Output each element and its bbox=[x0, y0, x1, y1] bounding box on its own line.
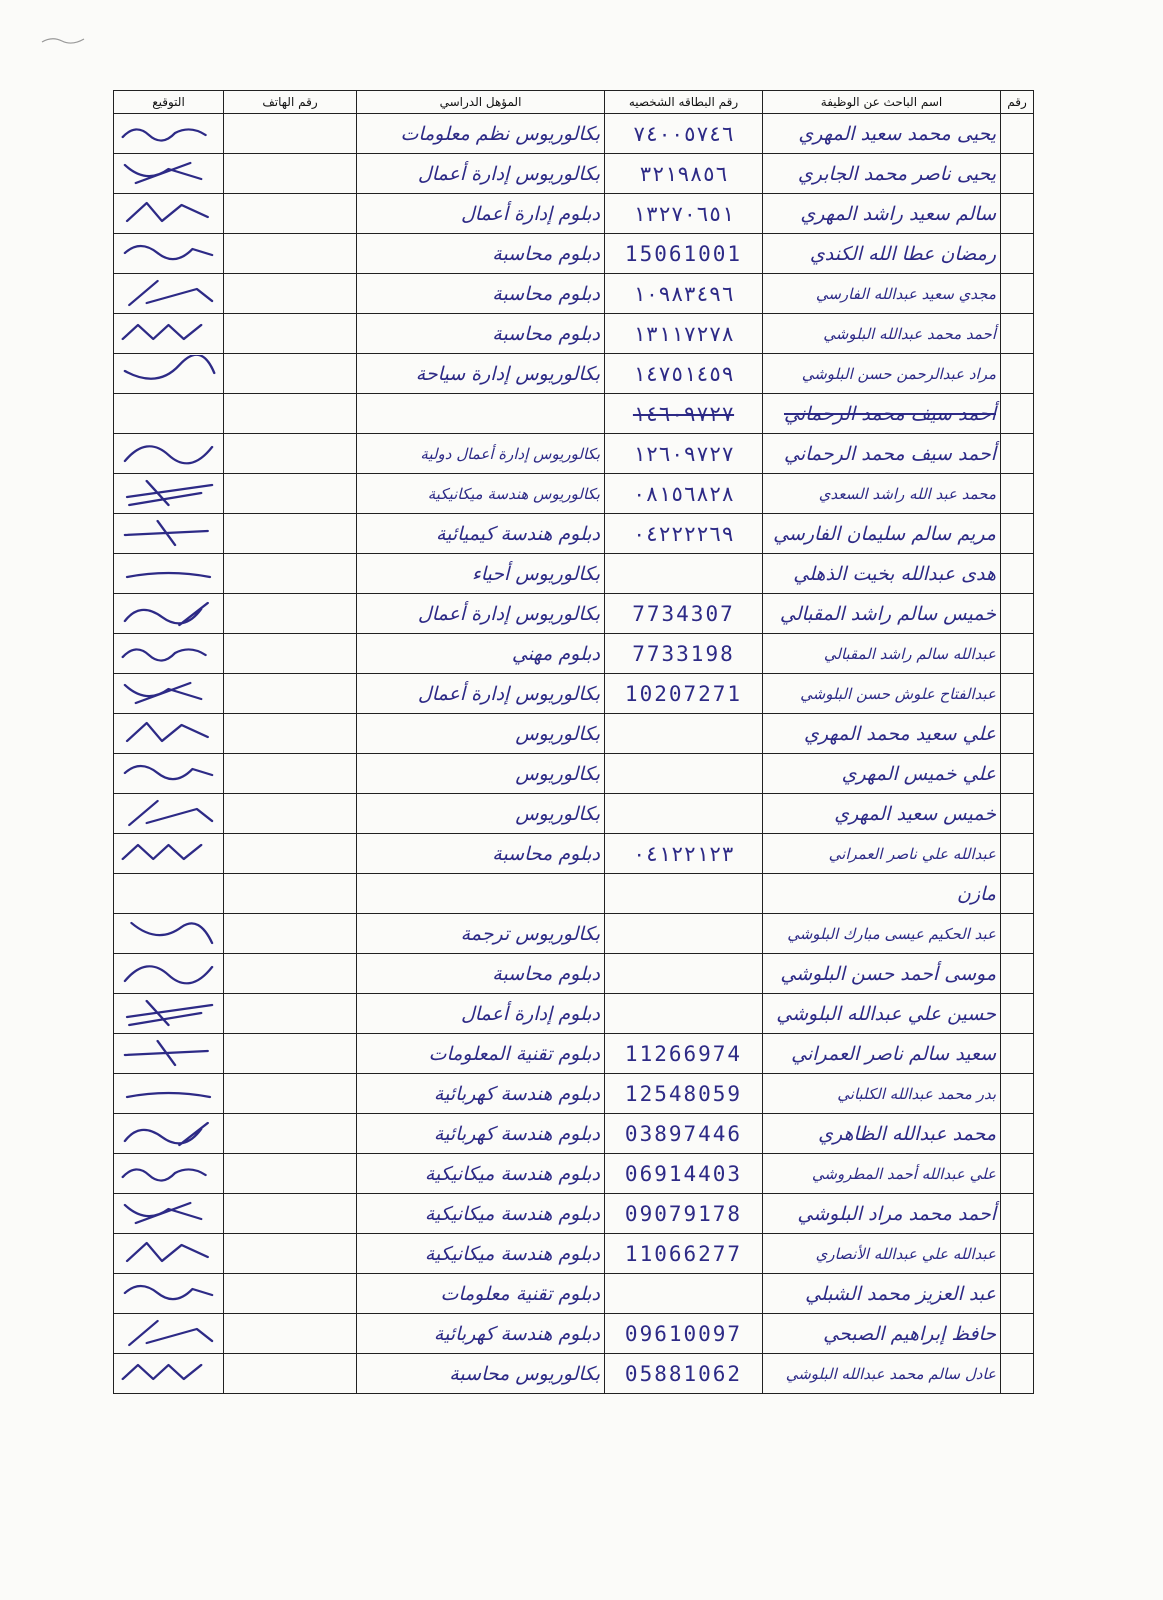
signature-cell bbox=[114, 1314, 224, 1354]
row-number-cell bbox=[1001, 1194, 1034, 1234]
id-card-cell: ٠٤٢٢٢٢٦٩ bbox=[605, 514, 763, 554]
phone-cell bbox=[224, 594, 357, 634]
signature-cell bbox=[114, 354, 224, 394]
row-number-cell bbox=[1001, 394, 1034, 434]
table-row bbox=[114, 554, 1034, 594]
signature-cell bbox=[114, 1114, 224, 1154]
signature-cell bbox=[114, 434, 224, 474]
handwritten-signature bbox=[114, 1035, 223, 1072]
applicant-name-cell: عبدالله علي عبدالله الأنصاري bbox=[763, 1234, 1001, 1274]
handwritten-signature bbox=[114, 795, 223, 832]
id-card-cell: 05881062 bbox=[605, 1354, 763, 1394]
applicant-name-cell: رمضان عطا الله الكندي bbox=[763, 234, 1001, 274]
table-row bbox=[114, 1314, 1034, 1354]
applicant-name-cell: يحيى محمد سعيد المهري bbox=[763, 114, 1001, 154]
signature-cell bbox=[114, 594, 224, 634]
id-card-cell: 03897446 bbox=[605, 1114, 763, 1154]
qualification-cell: دبلوم مهني bbox=[357, 634, 605, 674]
id-card-cell: 06914403 bbox=[605, 1154, 763, 1194]
qualification-cell: دبلوم هندسة ميكانيكية bbox=[357, 1154, 605, 1194]
signature-cell bbox=[114, 114, 224, 154]
qualification-cell: بكالوريوس نظم معلومات bbox=[357, 114, 605, 154]
qualification-cell: دبلوم هندسة كهربائية bbox=[357, 1114, 605, 1154]
qualification-cell: بكالوريوس bbox=[357, 714, 605, 754]
phone-cell bbox=[224, 354, 357, 394]
table-row bbox=[114, 474, 1034, 514]
applicant-name-cell: علي عبدالله أحمد المطروشي bbox=[763, 1154, 1001, 1194]
signature-cell bbox=[114, 674, 224, 714]
signature-cell bbox=[114, 794, 224, 834]
applicant-name-cell: خميس سالم راشد المقبالي bbox=[763, 594, 1001, 634]
id-card-cell: ١٣٢٧٠٦٥١ bbox=[605, 194, 763, 234]
handwritten-signature bbox=[114, 475, 223, 512]
qualification-cell: دبلوم تقنية المعلومات bbox=[357, 1034, 605, 1074]
signature-cell bbox=[114, 394, 224, 434]
signature-cell bbox=[114, 1194, 224, 1234]
applicant-name-cell: سالم سعيد راشد المهري bbox=[763, 194, 1001, 234]
header-phone: رقم الهاتف bbox=[224, 91, 357, 114]
phone-cell bbox=[224, 634, 357, 674]
signature-cell bbox=[114, 994, 224, 1034]
signature-cell bbox=[114, 1034, 224, 1074]
id-card-cell: ٠٤١٢٢١٢٣ bbox=[605, 834, 763, 874]
handwritten-signature bbox=[114, 1115, 223, 1152]
table-row bbox=[114, 154, 1034, 194]
id-card-cell: 09079178 bbox=[605, 1194, 763, 1234]
signature-cell bbox=[114, 194, 224, 234]
phone-cell bbox=[224, 1034, 357, 1074]
qualification-cell: دبلوم محاسبة bbox=[357, 834, 605, 874]
phone-cell bbox=[224, 874, 357, 914]
qualification-cell: بكالوريوس هندسة ميكانيكية bbox=[357, 474, 605, 514]
phone-cell bbox=[224, 834, 357, 874]
id-card-cell bbox=[605, 754, 763, 794]
signature-cell bbox=[114, 714, 224, 754]
row-number-cell bbox=[1001, 754, 1034, 794]
header-row-no: رقم bbox=[1001, 91, 1034, 114]
phone-cell bbox=[224, 1274, 357, 1314]
qualification-cell: دبلوم محاسبة bbox=[357, 274, 605, 314]
table-row bbox=[114, 114, 1034, 154]
phone-cell bbox=[224, 954, 357, 994]
signature-cell bbox=[114, 154, 224, 194]
table-row bbox=[114, 1274, 1034, 1314]
table-row bbox=[114, 754, 1034, 794]
row-number-cell bbox=[1001, 114, 1034, 154]
phone-cell bbox=[224, 1314, 357, 1354]
qualification-cell: دبلوم إدارة أعمال bbox=[357, 194, 605, 234]
qualification-cell: بكالوريوس إدارة أعمال دولية bbox=[357, 434, 605, 474]
table-row bbox=[114, 954, 1034, 994]
table-row bbox=[114, 1234, 1034, 1274]
qualification-cell: دبلوم إدارة أعمال bbox=[357, 994, 605, 1034]
qualification-cell: بكالوريوس إدارة أعمال bbox=[357, 674, 605, 714]
qualification-cell: دبلوم محاسبة bbox=[357, 234, 605, 274]
handwritten-signature bbox=[114, 995, 223, 1032]
table-row bbox=[114, 1034, 1034, 1074]
table-row bbox=[114, 1114, 1034, 1154]
handwritten-signature bbox=[114, 355, 223, 392]
applicant-name-cell: عبدالله علي ناصر العمراني bbox=[763, 834, 1001, 874]
qualification-cell: بكالوريوس bbox=[357, 754, 605, 794]
row-number-cell bbox=[1001, 514, 1034, 554]
table-row bbox=[114, 234, 1034, 274]
applicant-name-cell: أحمد محمد مراد البلوشي bbox=[763, 1194, 1001, 1234]
table-row bbox=[114, 314, 1034, 354]
id-card-cell bbox=[605, 554, 763, 594]
row-number-cell bbox=[1001, 1274, 1034, 1314]
id-card-cell: 7734307 bbox=[605, 594, 763, 634]
qualification-cell: بكالوريوس bbox=[357, 794, 605, 834]
handwritten-signature bbox=[114, 595, 223, 632]
phone-cell bbox=[224, 514, 357, 554]
signature-cell bbox=[114, 1274, 224, 1314]
header-signature: التوقيع bbox=[114, 91, 224, 114]
row-number-cell bbox=[1001, 874, 1034, 914]
signature-cell bbox=[114, 754, 224, 794]
handwritten-signature bbox=[114, 155, 223, 192]
handwritten-signature bbox=[114, 275, 223, 312]
row-number-cell bbox=[1001, 994, 1034, 1034]
phone-cell bbox=[224, 1114, 357, 1154]
row-number-cell bbox=[1001, 1114, 1034, 1154]
signature-cell bbox=[114, 514, 224, 554]
table-row bbox=[114, 434, 1034, 474]
applicant-name-cell: حسين علي عبدالله البلوشي bbox=[763, 994, 1001, 1034]
signature-cell bbox=[114, 914, 224, 954]
row-number-cell bbox=[1001, 1154, 1034, 1194]
qualification-cell bbox=[357, 874, 605, 914]
phone-cell bbox=[224, 674, 357, 714]
row-number-cell bbox=[1001, 554, 1034, 594]
id-card-cell: 7733198 bbox=[605, 634, 763, 674]
qualification-cell: دبلوم هندسة كهربائية bbox=[357, 1074, 605, 1114]
id-card-cell: ١٣١١٧٢٧٨ bbox=[605, 314, 763, 354]
phone-cell bbox=[224, 474, 357, 514]
handwritten-signature bbox=[114, 195, 223, 232]
table-row bbox=[114, 194, 1034, 234]
applicant-name-cell: عبد العزيز محمد الشبلي bbox=[763, 1274, 1001, 1314]
applicant-name-cell: مجدي سعيد عبدالله الفارسي bbox=[763, 274, 1001, 314]
id-card-cell bbox=[605, 794, 763, 834]
phone-cell bbox=[224, 794, 357, 834]
id-card-cell bbox=[605, 1274, 763, 1314]
row-number-cell bbox=[1001, 1034, 1034, 1074]
phone-cell bbox=[224, 234, 357, 274]
applicant-name-cell: علي سعيد محمد المهري bbox=[763, 714, 1001, 754]
id-card-cell bbox=[605, 714, 763, 754]
table-row bbox=[114, 1074, 1034, 1114]
qualification-cell: بكالوريوس أحياء bbox=[357, 554, 605, 594]
handwritten-signature bbox=[114, 115, 223, 152]
applicant-name-cell: مريم سالم سليمان الفارسي bbox=[763, 514, 1001, 554]
id-card-cell: 11066277 bbox=[605, 1234, 763, 1274]
signature-cell bbox=[114, 274, 224, 314]
header-qualification: المؤهل الدراسي bbox=[357, 91, 605, 114]
signature-cell bbox=[114, 234, 224, 274]
handwritten-signature bbox=[114, 435, 223, 472]
row-number-cell bbox=[1001, 474, 1034, 514]
handwritten-signature bbox=[114, 1235, 223, 1272]
applicant-name-cell: عادل سالم محمد عبدالله البلوشي bbox=[763, 1354, 1001, 1394]
phone-cell bbox=[224, 1234, 357, 1274]
table-row bbox=[114, 354, 1034, 394]
qualification-cell: دبلوم هندسة ميكانيكية bbox=[357, 1194, 605, 1234]
applicant-name-cell: يحيى ناصر محمد الجابري bbox=[763, 154, 1001, 194]
qualification-cell: بكالوريوس إدارة أعمال bbox=[357, 594, 605, 634]
phone-cell bbox=[224, 394, 357, 434]
applicant-name-cell: بدر محمد عبدالله الكلباني bbox=[763, 1074, 1001, 1114]
table-row bbox=[114, 1194, 1034, 1234]
table-row bbox=[114, 714, 1034, 754]
qualification-cell: دبلوم تقنية معلومات bbox=[357, 1274, 605, 1314]
qualification-cell: بكالوريوس محاسبة bbox=[357, 1354, 605, 1394]
id-card-cell: ١٤٦٠٩٧٢٧ bbox=[605, 394, 763, 434]
job-seekers-table bbox=[113, 90, 1034, 1394]
phone-cell bbox=[224, 1354, 357, 1394]
row-number-cell bbox=[1001, 354, 1034, 394]
id-card-cell: ٠٨١٥٦٨٢٨ bbox=[605, 474, 763, 514]
phone-cell bbox=[224, 554, 357, 594]
applicant-name-cell: سعيد سالم ناصر العمراني bbox=[763, 1034, 1001, 1074]
row-number-cell bbox=[1001, 834, 1034, 874]
signature-cell bbox=[114, 314, 224, 354]
handwritten-signature bbox=[114, 1355, 223, 1392]
handwritten-signature bbox=[114, 675, 223, 712]
table-body bbox=[114, 114, 1034, 1394]
id-card-cell: ٣٢١٩٨٥٦ bbox=[605, 154, 763, 194]
signature-cell bbox=[114, 834, 224, 874]
applicant-name-cell: حافظ إبراهيم الصبحي bbox=[763, 1314, 1001, 1354]
id-card-cell bbox=[605, 954, 763, 994]
table-row bbox=[114, 274, 1034, 314]
handwritten-signature bbox=[114, 315, 223, 352]
row-number-cell bbox=[1001, 154, 1034, 194]
row-number-cell bbox=[1001, 1354, 1034, 1394]
row-number-cell bbox=[1001, 194, 1034, 234]
applicant-name-cell: أحمد محمد عبدالله البلوشي bbox=[763, 314, 1001, 354]
handwritten-signature bbox=[114, 235, 223, 272]
applicant-name-cell: موسى أحمد حسن البلوشي bbox=[763, 954, 1001, 994]
header-name: اسم الباحث عن الوظيفة bbox=[763, 91, 1001, 114]
applicant-name-cell: أحمد سيف محمد الرحماني bbox=[763, 394, 1001, 434]
id-card-cell: 09610097 bbox=[605, 1314, 763, 1354]
qualification-cell: دبلوم محاسبة bbox=[357, 314, 605, 354]
row-number-cell bbox=[1001, 314, 1034, 354]
row-number-cell bbox=[1001, 634, 1034, 674]
row-number-cell bbox=[1001, 914, 1034, 954]
applicant-name-cell: خميس سعيد المهري bbox=[763, 794, 1001, 834]
table-row bbox=[114, 594, 1034, 634]
row-number-cell bbox=[1001, 954, 1034, 994]
signature-cell bbox=[114, 474, 224, 514]
id-card-cell: ١٢٦٠٩٧٢٧ bbox=[605, 434, 763, 474]
phone-cell bbox=[224, 274, 357, 314]
applicant-name-cell: محمد عبد الله راشد السعدي bbox=[763, 474, 1001, 514]
qualification-cell: بكالوريوس ترجمة bbox=[357, 914, 605, 954]
applicant-name-cell: هدى عبدالله بخيت الذهلي bbox=[763, 554, 1001, 594]
phone-cell bbox=[224, 114, 357, 154]
handwritten-signature bbox=[114, 515, 223, 552]
handwritten-signature bbox=[114, 555, 223, 592]
id-card-cell: 10207271 bbox=[605, 674, 763, 714]
qualification-cell: دبلوم هندسة ميكانيكية bbox=[357, 1234, 605, 1274]
row-number-cell bbox=[1001, 1234, 1034, 1274]
row-number-cell bbox=[1001, 274, 1034, 314]
signature-cell bbox=[114, 554, 224, 594]
handwritten-signature bbox=[114, 1315, 223, 1352]
id-card-cell bbox=[605, 994, 763, 1034]
id-card-cell: 11266974 bbox=[605, 1034, 763, 1074]
handwritten-signature bbox=[114, 915, 223, 952]
qualification-cell: دبلوم هندسة كهربائية bbox=[357, 1314, 605, 1354]
row-number-cell bbox=[1001, 594, 1034, 634]
row-number-cell bbox=[1001, 1074, 1034, 1114]
table-row bbox=[114, 834, 1034, 874]
row-number-cell bbox=[1001, 234, 1034, 274]
phone-cell bbox=[224, 434, 357, 474]
qualification-cell: بكالوريوس إدارة أعمال bbox=[357, 154, 605, 194]
phone-cell bbox=[224, 194, 357, 234]
row-number-cell bbox=[1001, 794, 1034, 834]
signature-cell bbox=[114, 634, 224, 674]
applicant-name-cell: مراد عبدالرحمن حسن البلوشي bbox=[763, 354, 1001, 394]
handwritten-signature bbox=[114, 635, 223, 672]
id-card-cell: ٧٤٠٠٥٧٤٦ bbox=[605, 114, 763, 154]
id-card-cell: 12548059 bbox=[605, 1074, 763, 1114]
signature-cell bbox=[114, 1154, 224, 1194]
handwritten-signature bbox=[114, 1075, 223, 1112]
signature-cell bbox=[114, 1234, 224, 1274]
qualification-cell: دبلوم هندسة كيميائية bbox=[357, 514, 605, 554]
phone-cell bbox=[224, 154, 357, 194]
handwritten-signature bbox=[114, 1275, 223, 1312]
row-number-cell bbox=[1001, 674, 1034, 714]
signature-cell bbox=[114, 954, 224, 994]
row-number-cell bbox=[1001, 714, 1034, 754]
table-row bbox=[114, 994, 1034, 1034]
applicant-name-cell: محمد عبدالله الظاهري bbox=[763, 1114, 1001, 1154]
qualification-cell: دبلوم محاسبة bbox=[357, 954, 605, 994]
phone-cell bbox=[224, 714, 357, 754]
handwritten-signature bbox=[114, 835, 223, 872]
id-card-cell: ١٤٧٥١٤٥٩ bbox=[605, 354, 763, 394]
signature-cell bbox=[114, 1354, 224, 1394]
phone-cell bbox=[224, 1074, 357, 1114]
phone-cell bbox=[224, 314, 357, 354]
table-header-row bbox=[114, 91, 1034, 114]
id-card-cell: 15061001 bbox=[605, 234, 763, 274]
qualification-cell bbox=[357, 394, 605, 434]
table-row bbox=[114, 674, 1034, 714]
applicant-name-cell: علي خميس المهري bbox=[763, 754, 1001, 794]
handwritten-signature bbox=[114, 1155, 223, 1192]
signature-cell bbox=[114, 1074, 224, 1114]
table-row bbox=[114, 1354, 1034, 1394]
row-number-cell bbox=[1001, 1314, 1034, 1354]
phone-cell bbox=[224, 754, 357, 794]
applicant-name-cell: مازن bbox=[763, 874, 1001, 914]
table-row bbox=[114, 874, 1034, 914]
signature-cell bbox=[114, 874, 224, 914]
header-id-card: رقم البطاقه الشخصيه bbox=[605, 91, 763, 114]
applicant-name-cell: عبد الحكيم عيسى مبارك البلوشي bbox=[763, 914, 1001, 954]
id-card-cell bbox=[605, 874, 763, 914]
table-row bbox=[114, 914, 1034, 954]
applicant-name-cell: عبدالفتاح علوش حسن البلوشي bbox=[763, 674, 1001, 714]
handwritten-signature bbox=[114, 755, 223, 792]
table-row bbox=[114, 394, 1034, 434]
table-row bbox=[114, 794, 1034, 834]
handwritten-signature bbox=[114, 715, 223, 752]
handwritten-signature bbox=[114, 955, 223, 992]
qualification-cell: بكالوريوس إدارة سياحة bbox=[357, 354, 605, 394]
table-row bbox=[114, 634, 1034, 674]
row-number-cell bbox=[1001, 434, 1034, 474]
applicant-name-cell: عبدالله سالم راشد المقبالي bbox=[763, 634, 1001, 674]
id-card-cell: ١٠٩٨٣٤٩٦ bbox=[605, 274, 763, 314]
applicant-name-cell: أحمد سيف محمد الرحماني bbox=[763, 434, 1001, 474]
phone-cell bbox=[224, 914, 357, 954]
phone-cell bbox=[224, 1154, 357, 1194]
scan-mark bbox=[40, 34, 90, 46]
phone-cell bbox=[224, 1194, 357, 1234]
table-row bbox=[114, 1154, 1034, 1194]
id-card-cell bbox=[605, 914, 763, 954]
handwritten-signature bbox=[114, 1195, 223, 1232]
table-row bbox=[114, 514, 1034, 554]
phone-cell bbox=[224, 994, 357, 1034]
